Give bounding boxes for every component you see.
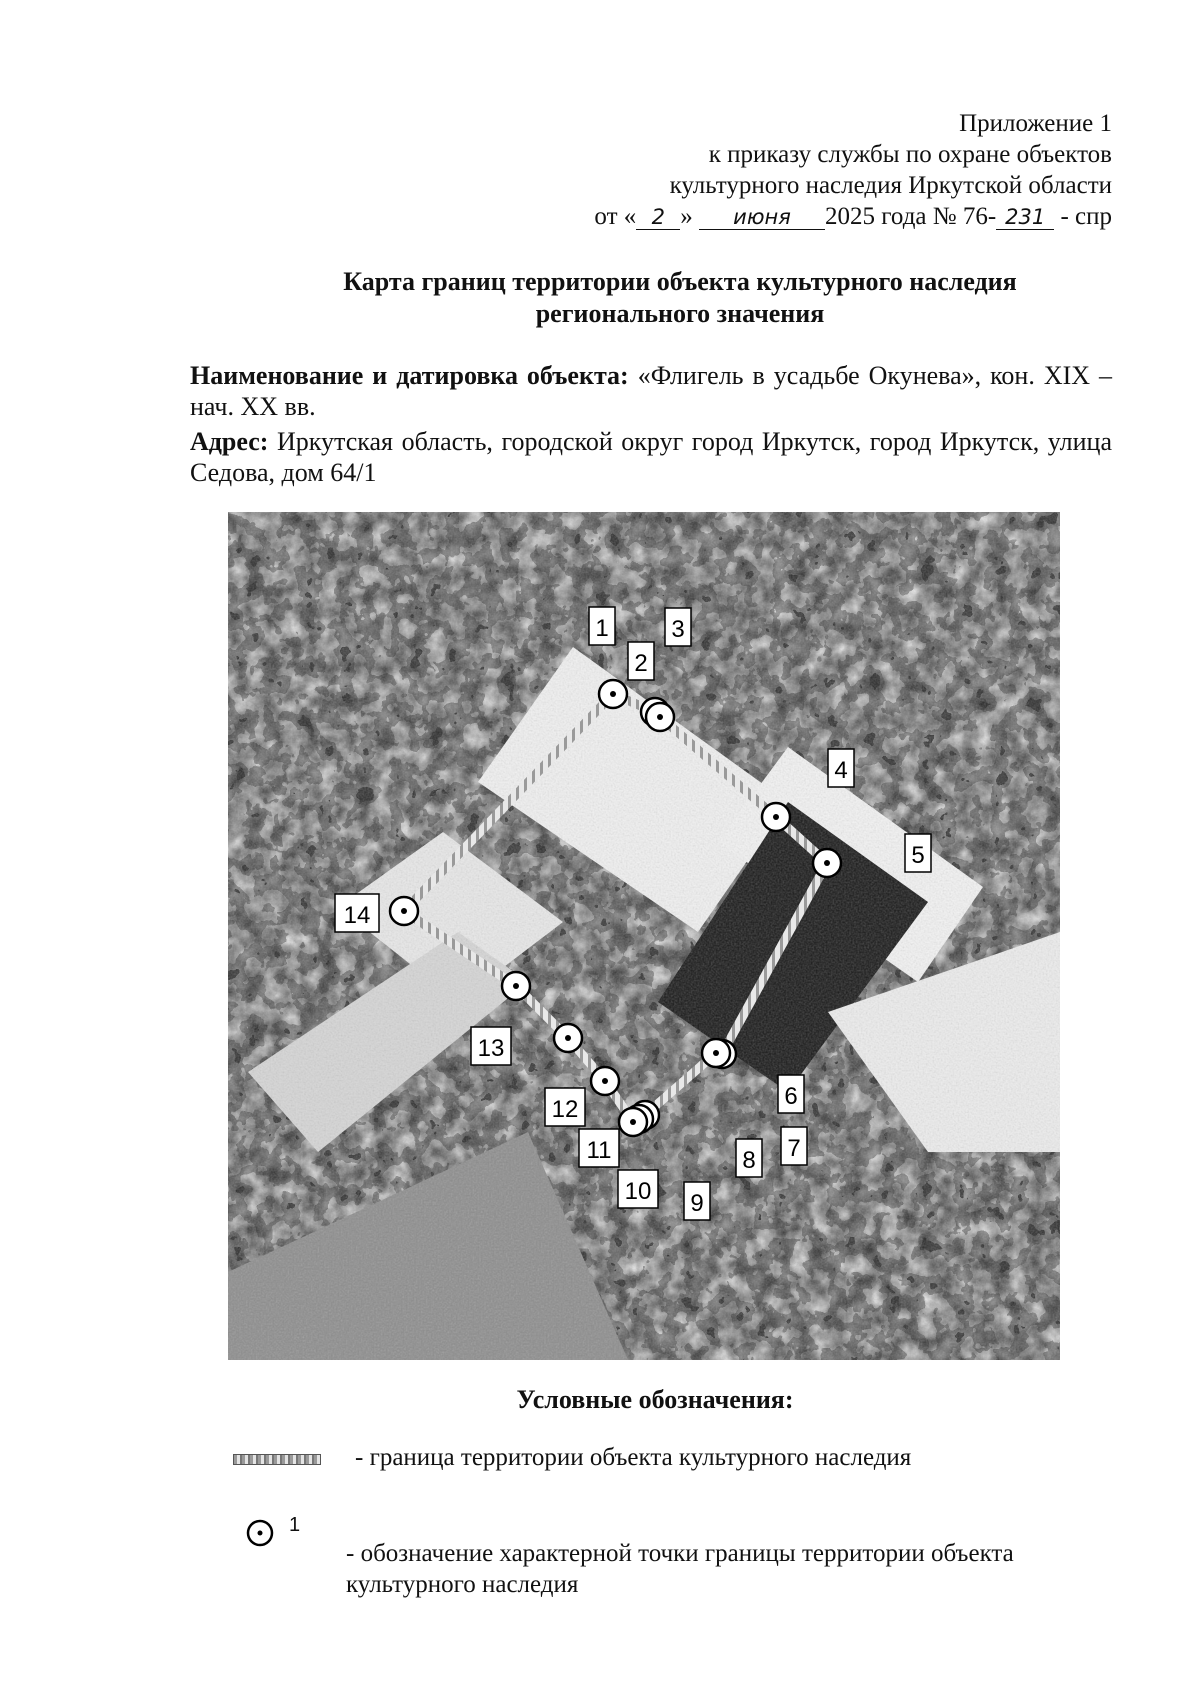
svg-text:13: 13 (477, 1035, 505, 1062)
svg-text:5: 5 (911, 842, 925, 869)
svg-text:2: 2 (634, 650, 648, 677)
svg-text:8: 8 (742, 1147, 756, 1174)
legend-point-number: 1 (289, 1514, 301, 1536)
point-label-1 (589, 607, 615, 645)
order-number: 231 (996, 205, 1054, 230)
point-label-4 (828, 749, 854, 787)
boundary-point (502, 972, 530, 1000)
boundary-point (554, 1024, 582, 1052)
svg-text:3: 3 (671, 616, 685, 643)
svg-text:10: 10 (624, 1178, 652, 1205)
appendix-title: Приложение 1 (959, 110, 1112, 137)
boundary-point (813, 849, 841, 877)
order-suffix: - спр (1060, 203, 1112, 230)
svg-text:12: 12 (551, 1096, 579, 1123)
point-symbol-icon (245, 1518, 275, 1548)
date-year: 2025 года № 76- (825, 203, 997, 230)
appendix-order-line: к приказу службы по охране объектов (708, 141, 1112, 168)
boundary-point (591, 1067, 619, 1095)
point-label-11 (579, 1129, 619, 1167)
point-label-13 (471, 1027, 511, 1065)
svg-text:1: 1 (595, 615, 609, 642)
point-label-14 (335, 894, 379, 932)
svg-text:11: 11 (586, 1137, 612, 1164)
legend-boundary (233, 1442, 1133, 1482)
legend-point (233, 1510, 1133, 1600)
boundary-point (762, 803, 790, 831)
aerial-map (228, 512, 1060, 1360)
object-address-paragraph (190, 426, 1112, 488)
appendix-header (594, 108, 1112, 232)
object-name-label: Наименование и датировка объекта: (190, 361, 629, 390)
object-name-value: «Флигель в усадьбе Окунева», кон. XIX – нач. XX вв. (190, 361, 1113, 421)
appendix-service-line: культурного наследия Иркутской области (669, 172, 1112, 199)
document-title (180, 266, 1180, 330)
appendix-date-line (594, 201, 1112, 232)
svg-text:6: 6 (784, 1083, 798, 1110)
svg-text:4: 4 (834, 757, 848, 784)
point-label-5 (905, 834, 931, 872)
date-month: июня (699, 205, 825, 230)
point-label-9 (684, 1182, 710, 1220)
point-label-3 (665, 608, 691, 646)
point-label-7 (781, 1127, 807, 1165)
document-title-line1: Карта границ территории объекта культурного наследия (343, 267, 1017, 296)
date-prefix: от « (594, 203, 637, 230)
aerial-grain (228, 512, 1060, 1360)
legend-boundary-text: - граница территории объекта культурного наследия (355, 1444, 912, 1471)
point-label-8 (736, 1139, 762, 1177)
point-label-6 (778, 1075, 804, 1113)
document-title-line2: регионального значения (535, 299, 825, 328)
boundary-point (599, 680, 627, 708)
date-mid: » (680, 203, 693, 230)
point-label-12 (545, 1088, 585, 1126)
boundary-line-swatch (233, 1454, 321, 1465)
boundary-point (646, 703, 674, 731)
date-day: 2 (636, 205, 680, 230)
boundary-point (702, 1039, 730, 1067)
object-name-paragraph (190, 360, 1112, 422)
boundary-point (619, 1108, 647, 1136)
svg-text:7: 7 (787, 1135, 801, 1162)
object-address-label: Адрес: (190, 427, 269, 456)
object-info (190, 360, 1112, 492)
boundary-point (390, 897, 418, 925)
legend-title: Условные обозначения: (516, 1385, 794, 1414)
point-label-10 (618, 1170, 658, 1208)
point-label-2 (628, 642, 654, 680)
object-address-value: Иркутская область, городской округ город Иркутск, город Иркутск, улица Седова, дом 64/1 (190, 427, 1113, 487)
legend-point-text: - обозначение характерной точки границы территории объекта культурного наследия (346, 1540, 1014, 1598)
svg-text:14: 14 (343, 902, 371, 929)
aerial-map-svg (228, 512, 1060, 1360)
svg-text:9: 9 (690, 1190, 704, 1217)
